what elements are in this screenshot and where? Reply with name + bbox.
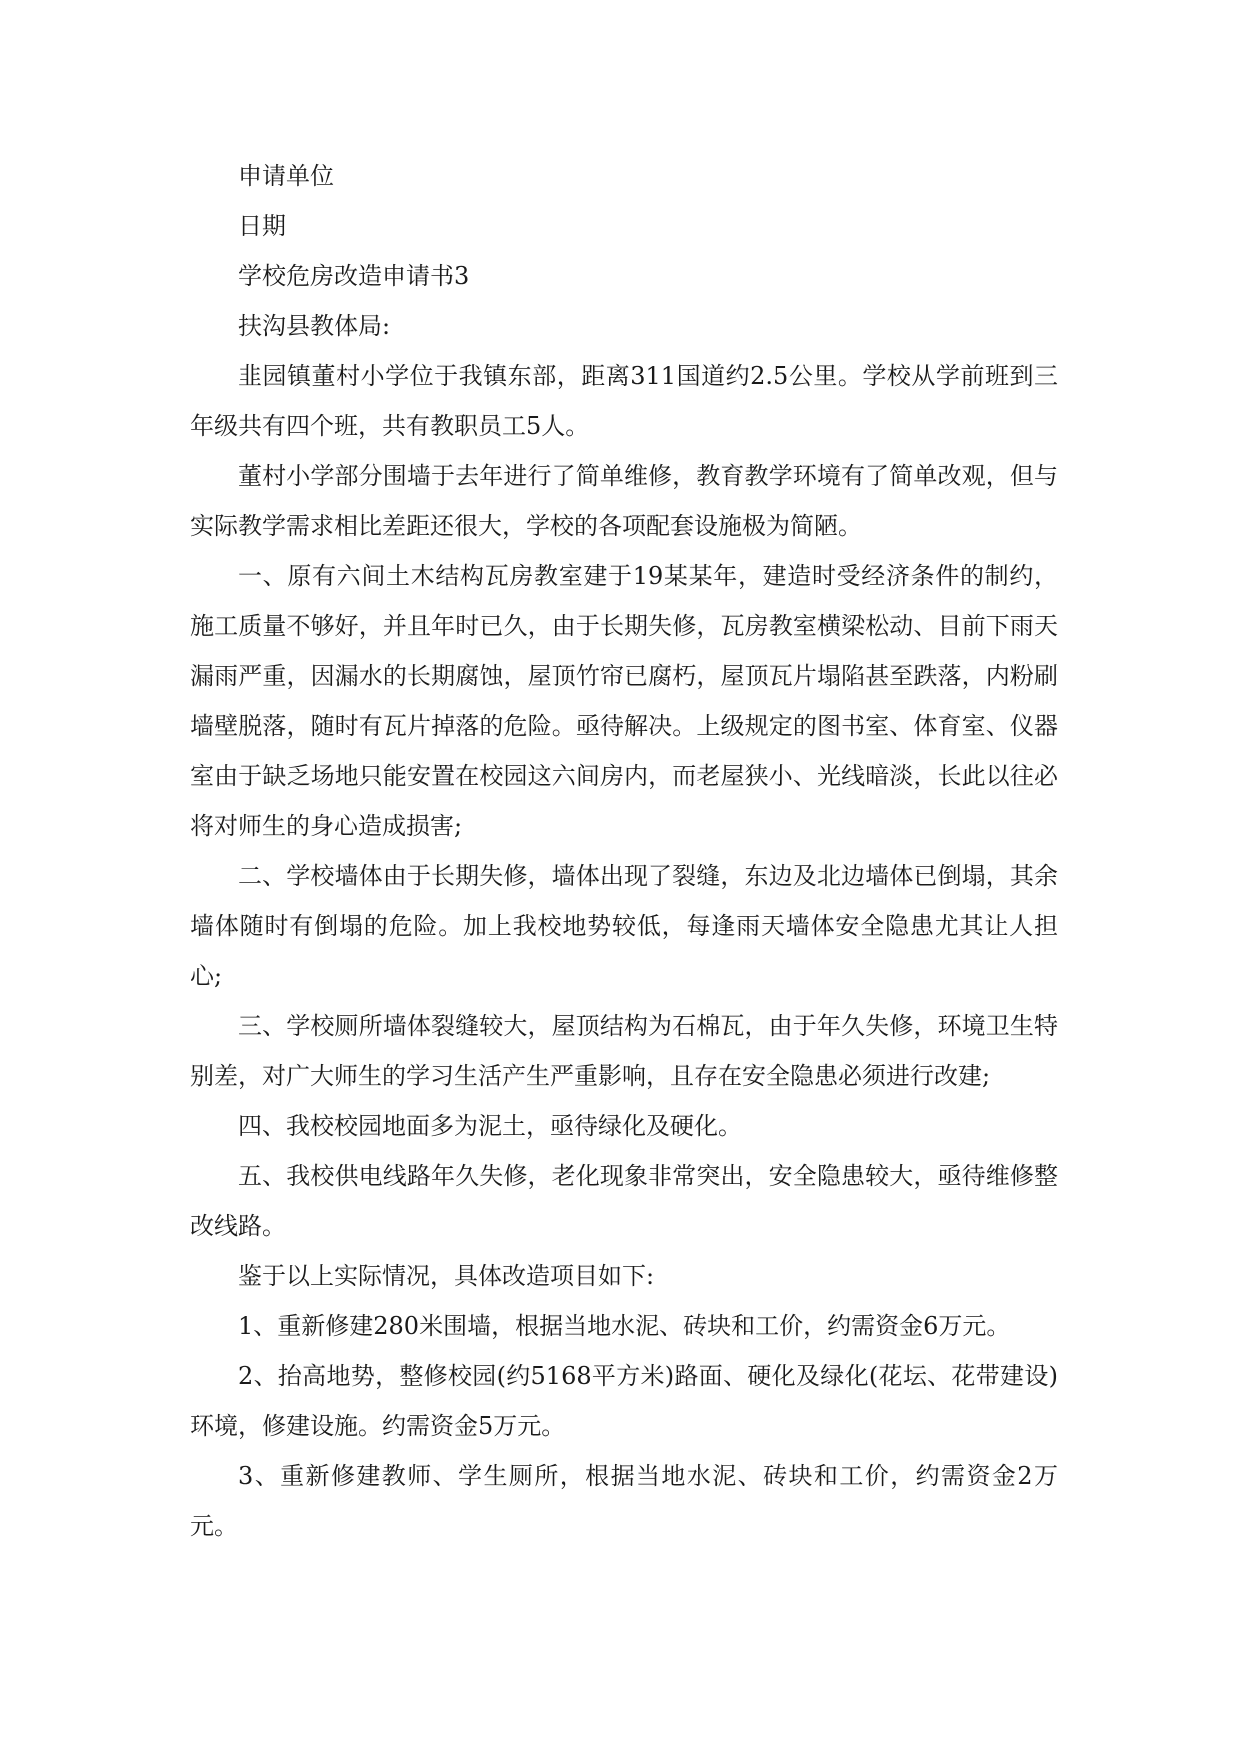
body-paragraph: 三、学校厕所墙体裂缝较大，屋顶结构为石棉瓦，由于年久失修，环境卫生特别差，对广大师生的学习生活产生严重影响，且存在安全隐患必须进行改建; (190, 1012, 1058, 1090)
date-line: 日期 (238, 212, 286, 240)
body-paragraph: 二、学校墙体由于长期失修，墙体出现了裂缝，东边及北边墙体已倒塌，其余墙体随时有倒塌的危险。加上我校地势较低，每逢雨天墙体安全隐患尤其让人担心; (190, 862, 1058, 990)
document-body (190, 151, 1058, 1551)
body-paragraph: 五、我校供电线路年久失修，老化现象非常突出，安全隐患较大，亟待维修整改线路。 (190, 1162, 1058, 1240)
project-item: 2、抬高地势，整修校园(约5168平方米)路面、硬化及绿化(花坛、花带建设)环境，修建设施。约需资金5万元。 (190, 1362, 1058, 1440)
project-item: 1、重新修建280米围墙，根据当地水泥、砖块和工价，约需资金6万元。 (238, 1312, 1011, 1340)
body-paragraph: 四、我校校园地面多为泥土，亟待绿化及硬化。 (238, 1112, 742, 1140)
project-item: 3、重新修建教师、学生厕所，根据当地水泥、砖块和工价，约需资金2万元。 (190, 1462, 1058, 1540)
body-paragraph: 韭园镇董村小学位于我镇东部，距离311国道约2.5公里。学校从学前班到三年级共有四个班，共有教职员工5人。 (190, 362, 1058, 440)
recipient-line: 扶沟县教体局: (238, 312, 391, 340)
body-paragraph: 鉴于以上实际情况，具体改造项目如下: (238, 1262, 655, 1290)
body-paragraph: 董村小学部分围墙于去年进行了简单维修，教育教学环境有了简单改观，但与实际教学需求相比差距还很大，学校的各项配套设施极为简陋。 (190, 462, 1058, 540)
body-paragraph: 一、原有六间土木结构瓦房教室建于19某某年，建造时受经济条件的制约，施工质量不够好，并且年时已久，由于长期失修，瓦房教室横梁松动、目前下雨天漏雨严重，因漏水的长期腐蚀，屋顶竹帘已腐朽，屋顶瓦片塌陷甚至跌落，内粉刷墙壁脱落，随时有瓦片掉落的危险。亟待解决。上级规定的图书室、体育室、仪器室由于缺乏场地只能安置在校园这六间房内，而老屋狭小、光线暗淡，长此以往必将对师生的身心造成损害; (190, 562, 1058, 840)
document-title: 学校危房改造申请书3 (238, 262, 470, 290)
applicant-unit-line: 申请单位 (238, 162, 334, 190)
